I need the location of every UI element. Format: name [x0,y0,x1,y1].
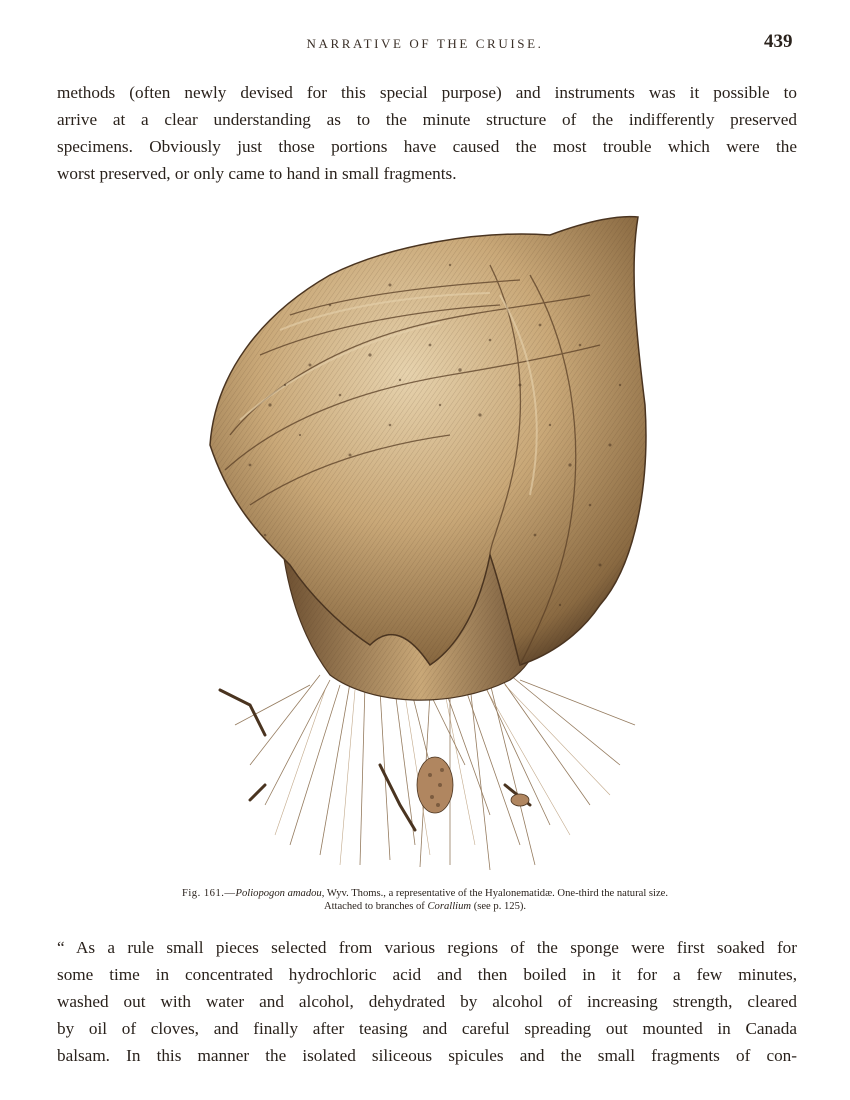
figure-label: Fig. 161.— [181,888,236,899]
caption-text: Attached to branches of [323,901,428,912]
page-number: 439 [764,31,793,52]
sponge-engraving-icon [190,205,650,875]
figure-caption [60,887,790,913]
caption-line-2 [60,900,790,913]
sponge-illustration [190,205,650,875]
genus-name: Corallium [427,901,472,912]
paragraph-line: balsam. In this manner the isolated siliceous spicules and the small fragments of con- [57,1046,797,1065]
paragraph-line: arrive at a clear understanding as to the minute structure of the indifferently preserved [57,110,797,129]
bottom-paragraph [57,934,797,1069]
paragraph-line: methods (often newly devised for this special purpose) and instruments was it possible to [57,83,797,102]
running-head: NARRATIVE OF THE CRUISE. [306,36,544,51]
paragraph-line: specimens. Obviously just those portions have caused the most trouble which were the [57,137,797,156]
species-name: Poliopogon amadou [235,888,322,899]
paragraph-line: some time in concentrated hydrochloric acid and then boiled in it for a few minutes, [57,965,797,984]
caption-text: (see p. 125). [471,901,527,912]
paragraph-line: washed out with water and alcohol, dehydrated by alcohol of increasing strength, cleared [57,992,797,1011]
paragraph-line: worst preserved, or only came to hand in small fragments. [57,164,457,183]
paragraph-line: “ As a rule small pieces selected from various regions of the sponge were first soaked for [57,938,797,957]
paragraph-line: by oil of cloves, and finally after teasing and careful spreading out mounted in Canada [57,1019,797,1038]
caption-text: , Wyv. Thoms., a representative of the Hyalonematidæ. One-third the natural size. [321,888,669,899]
caption-line-1 [60,887,790,900]
top-paragraph [57,79,797,187]
